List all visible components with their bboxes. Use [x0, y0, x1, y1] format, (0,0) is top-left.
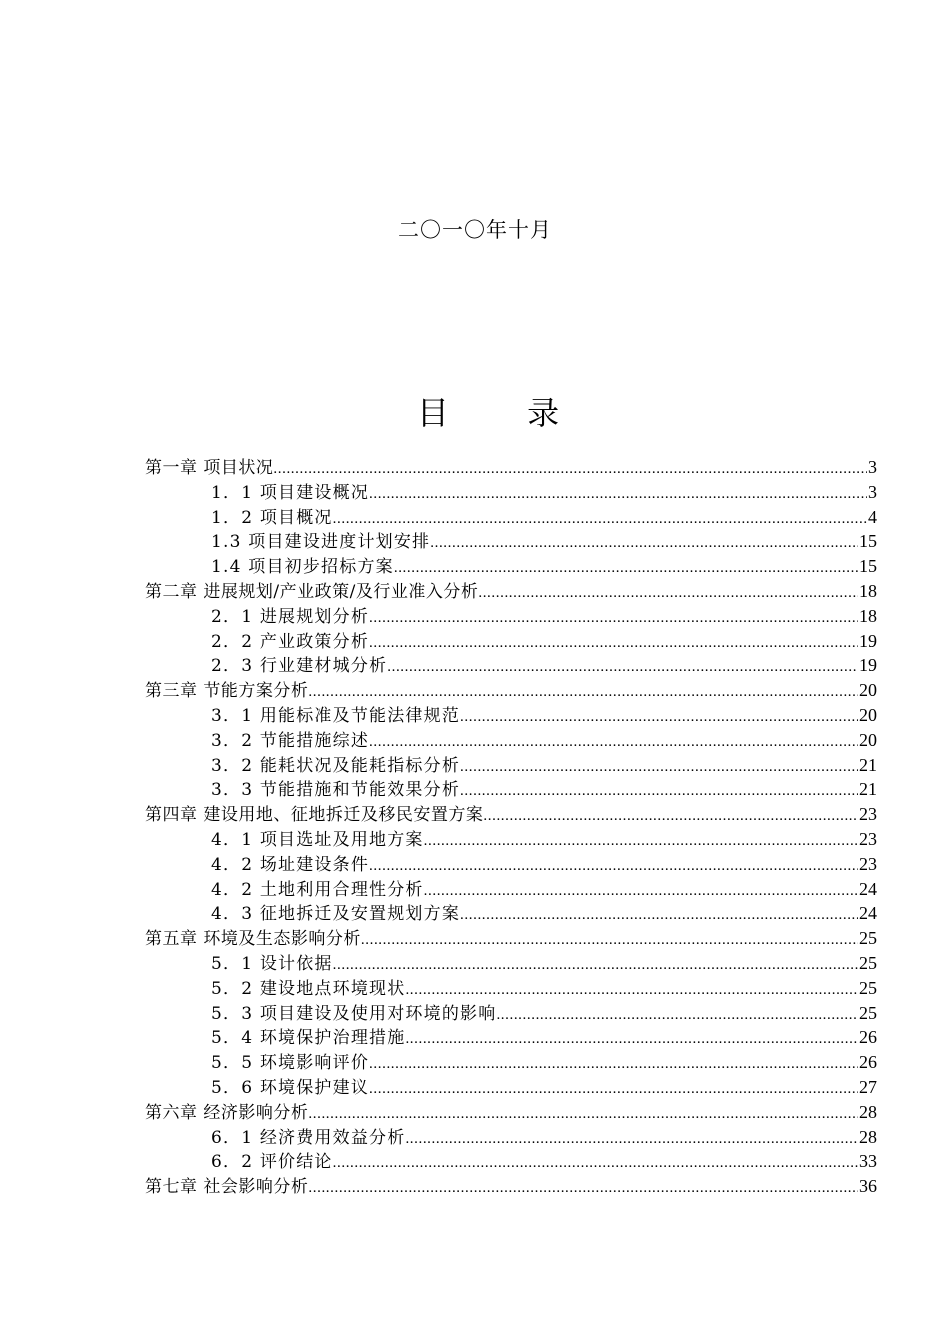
toc-page-number: 21 [859, 779, 877, 800]
toc-entry-label: 2．2 产业政策分析 [211, 631, 370, 652]
toc-page-number: 23 [859, 853, 877, 874]
toc-entry-label: 1.4 项目初步招标方案 [211, 557, 394, 578]
toc-dot-leader [369, 631, 858, 654]
toc-section-entry[interactable] [145, 852, 877, 877]
toc-section-entry[interactable] [145, 529, 877, 554]
toc-page-number: 19 [859, 630, 877, 651]
toc-page-number: 23 [859, 804, 877, 825]
toc-chapter-entry[interactable] [145, 926, 877, 951]
toc-section-entry[interactable] [145, 951, 877, 976]
toc-chapter-entry[interactable] [145, 802, 877, 827]
toc-chapter-entry[interactable] [145, 1174, 877, 1199]
toc-entry-label: 第五章 环境及生态影响分析 [145, 929, 361, 950]
toc-page-number: 20 [859, 680, 877, 701]
toc-section-entry[interactable] [145, 604, 877, 629]
toc-entry-label: 1．2 项目概况 [211, 507, 333, 528]
toc-page-number: 27 [859, 1076, 877, 1097]
toc-dot-leader [369, 482, 867, 505]
toc-chapter-entry[interactable] [145, 678, 877, 703]
toc-dot-leader [460, 779, 858, 802]
toc-page-number: 18 [859, 580, 877, 601]
toc-page-number: 15 [859, 531, 877, 552]
toc-section-entry[interactable] [145, 703, 877, 728]
toc-entry-label: 2．3 行业建材城分析 [211, 656, 388, 677]
toc-page-number: 20 [859, 704, 877, 725]
toc-entry-label: 5．3 项目建设及使用对环境的影响 [211, 1003, 497, 1024]
toc-entry-label: 5．1 设计依据 [211, 953, 333, 974]
toc-page-number: 25 [859, 952, 877, 973]
toc-entry-label: 第六章 经济影响分析 [145, 1102, 309, 1123]
document-date: 二〇一〇年十月 [398, 218, 552, 242]
toc-dot-leader [496, 1003, 858, 1026]
toc-dot-leader [424, 879, 858, 902]
toc-section-entry[interactable] [145, 480, 877, 505]
toc-section-entry[interactable] [145, 1149, 877, 1174]
toc-dot-leader [369, 606, 858, 629]
toc-section-entry[interactable] [145, 877, 877, 902]
toc-dot-leader [308, 1102, 858, 1125]
toc-dot-leader [424, 829, 858, 852]
toc-chapter-entry[interactable] [145, 579, 877, 604]
toc-section-entry[interactable] [145, 1001, 877, 1026]
toc-page-number: 26 [859, 1027, 877, 1048]
toc-dot-leader [308, 680, 858, 703]
toc-entry-label: 4．3 征地拆迁及安置规划方案 [211, 904, 461, 925]
toc-page-number: 24 [859, 878, 877, 899]
toc-entry-label: 3．3 节能措施和节能效果分析 [211, 780, 461, 801]
toc-entry-label: 4．1 项目选址及用地方案 [211, 829, 424, 850]
toc-page-number: 20 [859, 729, 877, 750]
toc-dot-leader [405, 1027, 858, 1050]
toc-entry-label: 第二章 进展规划/产业政策/及行业准入分析 [145, 581, 479, 602]
toc-entry-label: 第一章 项目状况 [145, 458, 274, 478]
toc-section-entry[interactable] [145, 653, 877, 678]
toc-chapter-entry[interactable] [145, 455, 877, 480]
toc-entry-label: 第三章 节能方案分析 [145, 681, 309, 702]
toc-dot-leader [369, 1052, 858, 1075]
toc-dot-leader [387, 655, 858, 678]
toc-section-entry[interactable] [145, 505, 877, 530]
toc-dot-leader [460, 755, 858, 778]
toc-dot-leader [460, 903, 858, 926]
toc-section-entry[interactable] [145, 1050, 877, 1075]
toc-section-entry[interactable] [145, 1075, 877, 1100]
toc-entry-label: 5．2 建设地点环境现状 [211, 978, 406, 999]
toc-section-entry[interactable] [145, 554, 877, 579]
toc-page-number: 28 [859, 1126, 877, 1147]
toc-page-number: 23 [859, 828, 877, 849]
toc-section-entry[interactable] [145, 728, 877, 753]
toc-dot-leader [394, 556, 858, 579]
toc-page-number: 25 [859, 928, 877, 949]
toc-dot-leader [333, 953, 858, 976]
toc-dot-leader [460, 705, 858, 728]
toc-dot-leader [361, 928, 858, 951]
toc-chapter-entry[interactable] [145, 1100, 877, 1125]
toc-entry-label: 3．2 节能措施综述 [211, 730, 370, 751]
toc-page-number: 19 [859, 655, 877, 676]
toc-page-number: 25 [859, 977, 877, 998]
toc-page-number: 36 [859, 1176, 877, 1197]
toc-page-number: 18 [859, 605, 877, 626]
toc-page-number: 21 [859, 754, 877, 775]
toc-entry-label: 1．1 项目建设概况 [211, 482, 370, 503]
toc-page-number: 3 [868, 457, 877, 477]
toc-section-entry[interactable] [145, 976, 877, 1001]
toc-dot-leader [405, 978, 858, 1001]
toc-section-entry[interactable] [145, 1025, 877, 1050]
toc-entry-label: 第七章 社会影响分析 [145, 1177, 309, 1198]
toc-entry-label: 6．1 经济费用效益分析 [211, 1127, 406, 1148]
toc-page-number: 33 [859, 1151, 877, 1172]
toc-section-entry[interactable] [145, 753, 877, 778]
toc-section-entry[interactable] [145, 777, 877, 802]
toc-section-entry[interactable] [145, 901, 877, 926]
toc-entry-label: 4．2 土地利用合理性分析 [211, 879, 424, 900]
toc-section-entry[interactable] [145, 629, 877, 654]
toc-entry-label: 4．2 场址建设条件 [211, 854, 370, 875]
toc-page-number: 15 [859, 556, 877, 577]
toc-page-number: 24 [859, 903, 877, 924]
toc-page-number: 28 [859, 1101, 877, 1122]
toc-page-number: 4 [868, 506, 877, 527]
toc-dot-leader [333, 507, 867, 530]
toc-entry-label: 6．2 评价结论 [211, 1152, 333, 1173]
toc-dot-leader [333, 1151, 858, 1174]
toc-dot-leader [405, 1127, 858, 1150]
toc-section-entry[interactable] [145, 1125, 877, 1150]
toc-page-number: 3 [868, 481, 877, 502]
table-of-contents [145, 455, 877, 1199]
toc-entry-label: 5．4 环境保护治理措施 [211, 1028, 406, 1049]
toc-title: 目 录 [416, 394, 594, 432]
toc-dot-leader [369, 730, 858, 753]
toc-entry-label: 2．1 进展规划分析 [211, 606, 370, 627]
toc-dot-leader [369, 1077, 858, 1100]
toc-dot-leader [273, 457, 867, 480]
toc-dot-leader [430, 531, 858, 554]
toc-dot-leader [308, 1176, 858, 1199]
toc-entry-label: 第四章 建设用地、征地拆迁及移民安置方案 [145, 805, 484, 826]
toc-entry-label: 3．1 用能标准及节能法律规范 [211, 705, 461, 726]
toc-page-number: 25 [859, 1002, 877, 1023]
toc-entry-label: 5．6 环境保护建议 [211, 1077, 370, 1098]
toc-entry-label: 5．5 环境影响评价 [211, 1053, 370, 1074]
toc-entry-label: 1.3 项目建设进度计划安排 [211, 532, 431, 553]
toc-dot-leader [369, 854, 858, 877]
toc-dot-leader [483, 804, 858, 827]
toc-entry-label: 3．2 能耗状况及能耗指标分析 [211, 755, 461, 776]
toc-page-number: 26 [859, 1052, 877, 1073]
toc-section-entry[interactable] [145, 827, 877, 852]
toc-dot-leader [478, 581, 858, 604]
